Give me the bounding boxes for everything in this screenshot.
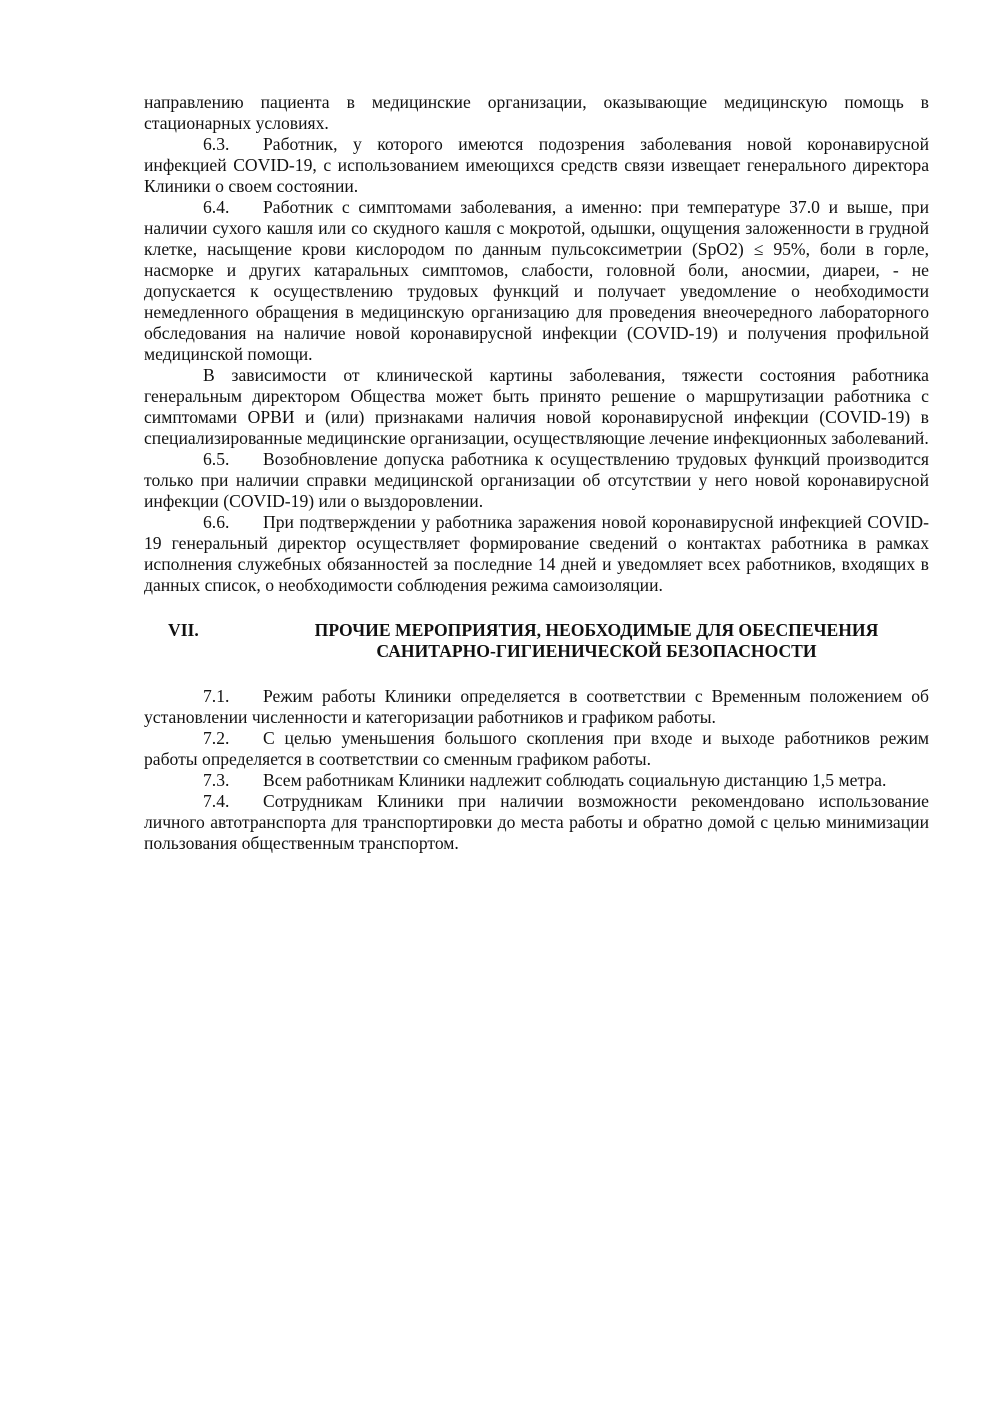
section-title: ПРОЧИЕ МЕРОПРИЯТИЯ, НЕОБХОДИМЫЕ ДЛЯ ОБЕСПЕЧЕНИЯ САНИТАРНО-ГИГИЕНИЧЕСКОЙ БЕЗОПАСНОСТИ [314, 620, 879, 661]
clause-text: Сотрудникам Клиники при наличии возможности рекомендовано использование личного автотранспорта для транспортировки до места работы и обратно домой с целью минимизации пользования общественным транспортом. [144, 791, 929, 853]
clause-text: С целью уменьшения большого скопления при входе и выходе работников режим работы определяется в соответствии со сменным графиком работы. [144, 728, 929, 769]
clause-number: 6.6. [203, 512, 230, 532]
clause-7-1 [144, 686, 929, 728]
clause-number: 6.4. [203, 197, 230, 217]
clause-6-4 [144, 197, 929, 365]
clause-6-5 [144, 449, 929, 512]
clause-text: Всем работникам Клиники надлежит соблюдать социальную дистанцию 1,5 метра. [263, 770, 887, 790]
clause-number: 7.4. [203, 791, 230, 811]
clause-number: 7.3. [203, 770, 230, 790]
clause-text: Возобновление допуска работника к осуществлению трудовых функций производится только при наличии справки медицинской организации об отсутствии у него новой коронавирусной инфекции (COVID-19) или о выздоровлении. [144, 449, 929, 511]
clause-text: Работник, у которого имеются подозрения заболевания новой коронавирусной инфекцией COVID-19, с использованием имеющихся средств связи извещает генерального директора Клиники о своем состоянии. [144, 134, 929, 196]
clause-text: Работник с симптомами заболевания, а именно: при температуре 37.0 и выше, при наличии сухого кашля или со скудного кашля с мокротой, одышки, ощущения заложенности в грудной клетке, насыщение крови кислородом по данным пульсоксиметрии (SpO2) ≤ 95%, боли в горле, насморке и других катаральных симптомов, слабости, головной боли, аносмии, диареи, - не допускается к осуществлению трудовых функций и получает уведомление о необходимости немедленного обращения в медицинскую организацию для проведения внеочередного лабораторного обследования на наличие новой коронавирусной инфекции (COVID-19) и получения профильной медицинской помощи. [144, 197, 929, 364]
section-roman-numeral: VII. [168, 620, 199, 640]
clause-6-6 [144, 512, 929, 596]
intro-continuation-paragraph: направлению пациента в медицинские организации, оказывающие медицинскую помощь в стационарных условиях. [144, 92, 929, 133]
section-7-heading [144, 620, 929, 662]
clause-6-4-continuation: В зависимости от клинической картины заболевания, тяжести состояния работника генеральным директором Общества может быть принято решение о маршрутизации работника с симптомами ОРВИ и (или) признаками наличия новой коронавирусной инфекции (COVID-19) в специализированные медицинские организации, осуществляющие лечение инфекционных заболеваний. [144, 365, 929, 448]
clause-text: При подтверждении у работника заражения новой коронавирусной инфекцией COVID-19 генеральный директор осуществляет формирование сведений о контактах работника в рамках исполнения служебных обязанностей за последние 14 дней и уведомляет всех работников, входящих в данных список, о необходимости соблюдения режима самоизоляции. [144, 512, 929, 595]
clause-number: 7.1. [203, 686, 230, 706]
clause-7-2 [144, 728, 929, 770]
clause-7-4 [144, 791, 929, 854]
clause-number: 7.2. [203, 728, 230, 748]
clause-text: Режим работы Клиники определяется в соответствии с Временным положением об установлении численности и категоризации работников и графиком работы. [144, 686, 929, 727]
clause-number: 6.5. [203, 449, 230, 469]
document-page [144, 92, 929, 854]
clause-7-3 [144, 770, 929, 791]
clause-6-3 [144, 134, 929, 197]
clause-number: 6.3. [203, 134, 230, 154]
